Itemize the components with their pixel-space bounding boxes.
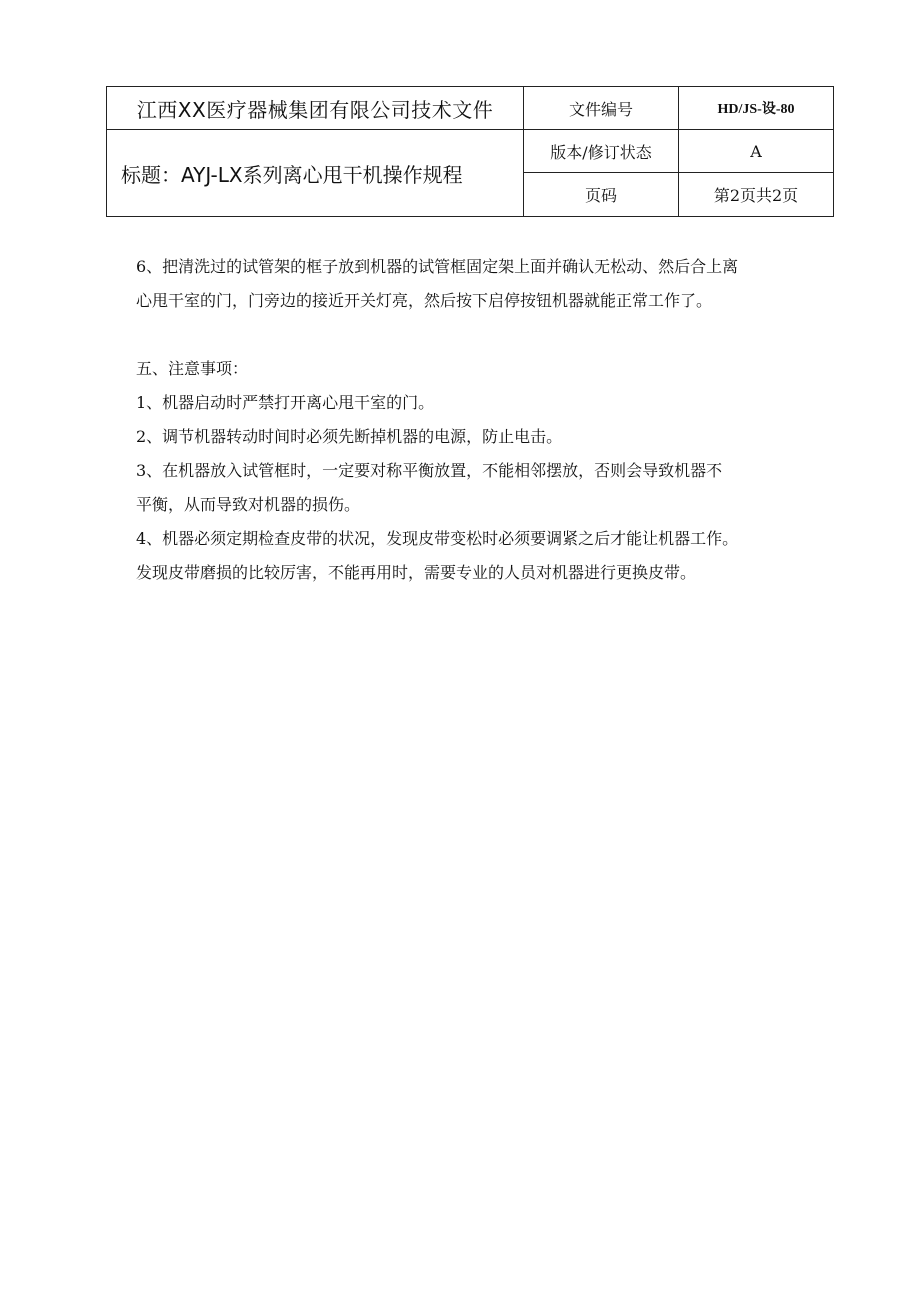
doc-number: HD/JS-设-80 (679, 87, 834, 130)
step-6-line-2: 心甩干室的门，门旁边的接近开关灯亮，然后按下启停按钮机器就能正常工作了。 (136, 291, 713, 310)
note-3-line-2: 平衡，从而导致对机器的损伤。 (136, 495, 361, 514)
version-label: 版本/修订状态 (524, 130, 679, 173)
page-label: 页码 (524, 173, 679, 217)
company-title: 江西XX医疗器械集团有限公司技术文件 (107, 87, 524, 130)
doc-number-label: 文件编号 (524, 87, 679, 130)
section-5-heading: 五、注意事项： (136, 359, 249, 378)
page-value: 第2页共2页 (679, 173, 834, 217)
note-2: 2、调节机器转动时间时必须先断掉机器的电源，防止电击。 (136, 427, 563, 446)
note-4-line-1: 4、机器必须定期检查皮带的状况，发现皮带变松时必须要调紧之后才能让机器工作。 (136, 529, 739, 548)
document-header-table (106, 86, 834, 217)
note-3-line-1: 3、在机器放入试管框时，一定要对称平衡放置，不能相邻摆放，否则会导致机器不 (136, 461, 723, 480)
document-body (136, 250, 836, 590)
note-1: 1、机器启动时严禁打开离心甩干室的门。 (136, 393, 435, 412)
step-6-line-1: 6、把清洗过的试管架的框子放到机器的试管框固定架上面并确认无松动、然后合上离 (136, 257, 739, 276)
paragraph-gap (136, 318, 836, 352)
document-title: 标题：AYJ-LX系列离心甩干机操作规程 (107, 130, 524, 217)
version-value: A (679, 130, 834, 173)
note-4-line-2: 发现皮带磨损的比较厉害，不能再用时，需要专业的人员对机器进行更换皮带。 (136, 563, 697, 582)
